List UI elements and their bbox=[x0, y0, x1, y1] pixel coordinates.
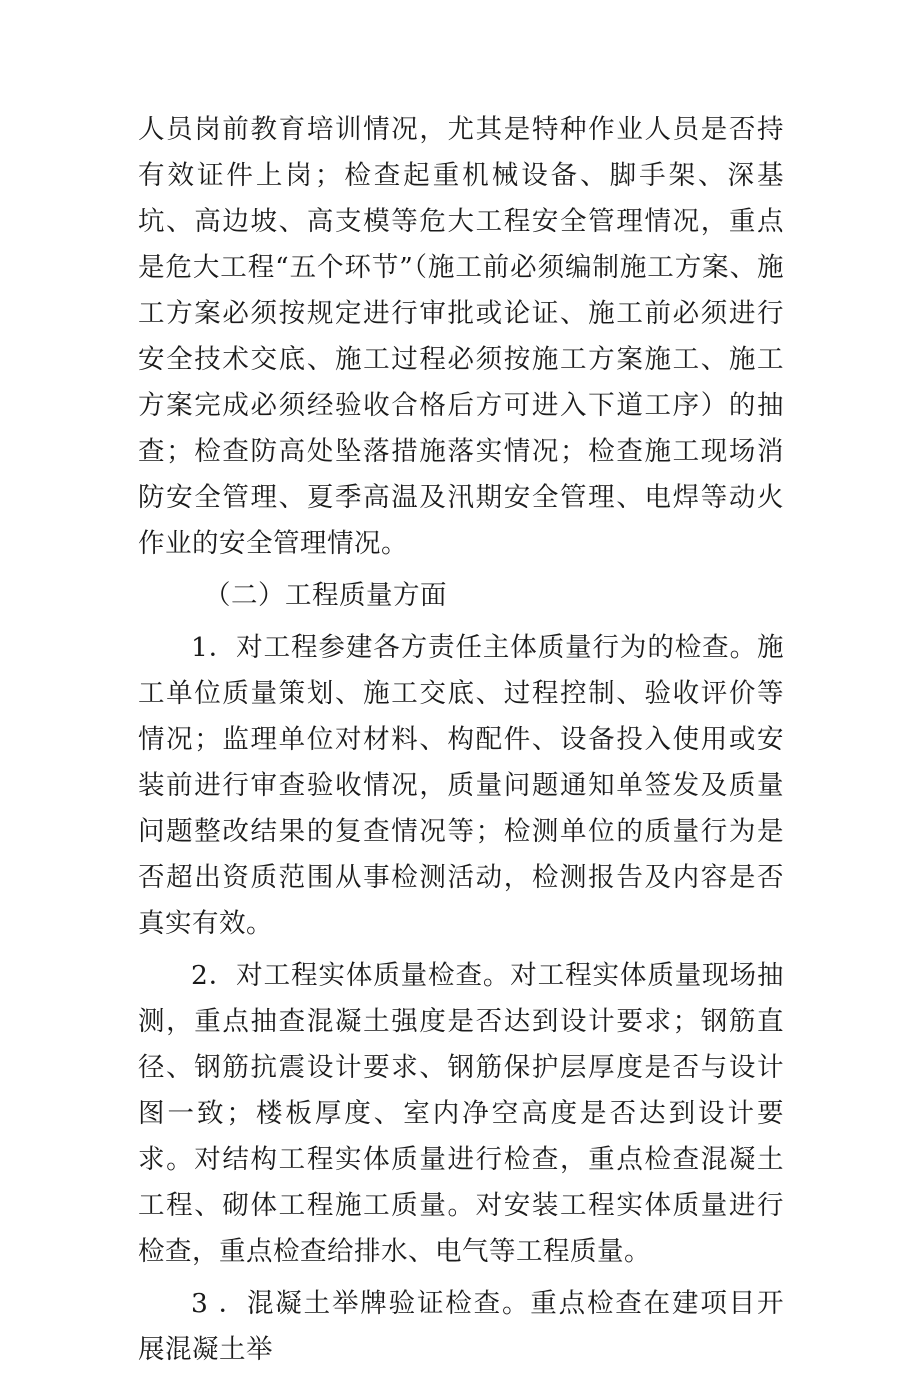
paragraph-item-2: 2．对工程实体质量检查。对工程实体质量现场抽测，重点抽查混凝土强度是否达到设计要求；钢筋直径、钢筋抗震设计要求、钢筋保护层厚度是否与设计图一致；楼板厚度、室内净空高度是否达到设计要求。对结构工程实体质量进行检查，重点检查混凝土工程、砌体工程施工质量。对安装工程实体质量进行检查，重点检查给排水、电气等工程质量。 bbox=[138, 960, 784, 1267]
paragraph-item-3: 3 ．混凝土举牌验证检查。重点检查在建项目开展混凝土举 bbox=[138, 1288, 784, 1365]
paragraph-safety-continued: 人员岗前教育培训情况，尤其是特种作业人员是否持有效证件上岗；检查起重机械设备、脚手架、深基坑、高边坡、高支模等危大工程安全管理情况，重点是危大工程“五个环节”（施工前必须编制施工方案、施工方案必须按规定进行审批或论证、施工前必须进行安全技术交底、施工过程必须按施工方案施工、施工方案完成必须经验收合格后方可进入下道工序）的抽查；检查防高处坠落措施落实情况；检查施工现场消防安全管理、夏季高温及汛期安全管理、电焊等动火作业的安全管理情况。 bbox=[138, 114, 784, 559]
document-body bbox=[138, 107, 784, 1373]
section-heading-quality: （二）工程质量方面 bbox=[204, 580, 447, 611]
paragraph-item-1: 1．对工程参建各方责任主体质量行为的检查。施工单位质量策划、施工交底、过程控制、验收评价等情况；监理单位对材料、构配件、设备投入使用或安装前进行审查验收情况，质量问题通知单签发及质量问题整改结果的复查情况等；检测单位的质量行为是否超出资质范围从事检测活动，检测报告及内容是否真实有效。 bbox=[138, 632, 784, 939]
